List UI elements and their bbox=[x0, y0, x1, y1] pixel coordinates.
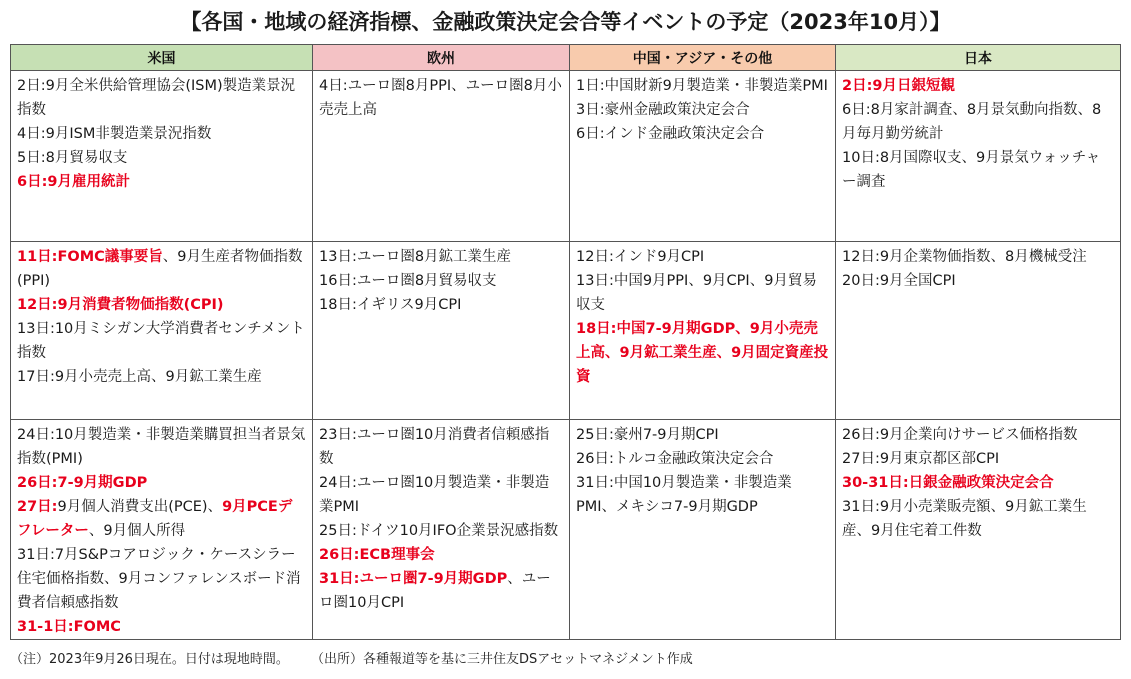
table-header-row bbox=[11, 45, 1121, 71]
event-text: 25日:ドイツ10月IFO企業景況感指数 bbox=[319, 523, 559, 539]
event-item bbox=[17, 293, 306, 317]
event-item bbox=[319, 423, 563, 471]
event-item bbox=[576, 98, 829, 122]
event-item bbox=[319, 471, 563, 519]
event-text: 27日:9月東京都区部CPI bbox=[842, 451, 1000, 467]
event-text: 4日:ユーロ圏8月PPI、ユーロ圏8月小売売上高 bbox=[319, 78, 562, 118]
column-header-europe: 欧州 bbox=[313, 45, 570, 71]
event-text: 17日:9月小売売上高、9月鉱工業生産 bbox=[17, 369, 262, 385]
event-item bbox=[17, 74, 306, 122]
event-item bbox=[576, 423, 829, 447]
event-text: 24日:ユーロ圏10月製造業・非製造業PMI bbox=[319, 475, 550, 515]
event-item bbox=[17, 543, 306, 615]
footnote-source: （出所）各種報道等を基に三井住友DSアセットマネジメント作成 bbox=[311, 652, 693, 667]
event-text: 10日:8月国際収支、9月景気ウォッチャー調査 bbox=[842, 150, 1101, 190]
event-text: 16日:ユーロ圏8月貿易収支 bbox=[319, 273, 497, 289]
event-text: 23日:ユーロ圏10月消費者信頼感指数 bbox=[319, 427, 550, 467]
event-item bbox=[319, 543, 563, 567]
page-title: 【各国・地域の経済指標、金融政策決定会合等イベントの予定（2023年10月）】 bbox=[180, 10, 951, 34]
event-text: 12日:9月企業物価指数、8月機械受注 bbox=[842, 249, 1087, 265]
column-header-japan: 日本 bbox=[836, 45, 1121, 71]
column-header-us: 米国 bbox=[11, 45, 313, 71]
cell-japan-early bbox=[836, 71, 1121, 242]
event-item bbox=[842, 495, 1114, 543]
event-text: 26日:9月企業向けサービス価格指数 bbox=[842, 427, 1078, 443]
cell-asia-mid bbox=[570, 242, 836, 420]
table-row bbox=[11, 242, 1121, 420]
event-item bbox=[17, 170, 306, 194]
event-item bbox=[842, 447, 1114, 471]
event-text: 5日:8月貿易収支 bbox=[17, 150, 128, 166]
table-row bbox=[11, 420, 1121, 640]
event-text: 、9月生産者物価指数(PPI) bbox=[17, 249, 303, 289]
event-item bbox=[576, 447, 829, 471]
cell-europe-late bbox=[313, 420, 570, 640]
event-text: 、9月個人所得 bbox=[88, 523, 186, 539]
event-text: 26日:トルコ金融政策決定会合 bbox=[576, 451, 774, 467]
event-text: 1日:中国財新9月製造業・非製造業PMI bbox=[576, 78, 828, 94]
event-text: 9月個人消費支出(PCE)、 bbox=[57, 499, 223, 515]
event-item bbox=[842, 471, 1114, 495]
event-item bbox=[842, 146, 1114, 194]
event-text: 18日:イギリス9月CPI bbox=[319, 297, 462, 313]
event-item bbox=[17, 423, 306, 471]
event-item bbox=[576, 245, 829, 269]
event-item bbox=[17, 365, 306, 389]
event-text: 20日:9月全国CPI bbox=[842, 273, 956, 289]
event-highlight-text: 2日:9月日銀短観 bbox=[842, 78, 955, 94]
cell-asia-early bbox=[570, 71, 836, 242]
event-item bbox=[319, 74, 563, 122]
event-item bbox=[17, 245, 306, 293]
event-item bbox=[319, 567, 563, 615]
event-item bbox=[319, 245, 563, 269]
event-text: 4日:9月ISM非製造業景況指数 bbox=[17, 126, 212, 142]
event-item bbox=[17, 615, 306, 639]
event-item bbox=[319, 519, 563, 543]
event-highlight-text: 9月PCEデフレーター bbox=[17, 499, 293, 539]
event-highlight-text: 26日:7-9月期GDP bbox=[17, 475, 148, 491]
event-highlight-text: 31日:ユーロ圏7-9月期GDP bbox=[319, 571, 508, 587]
event-highlight-text: 30-31日:日銀金融政策決定会合 bbox=[842, 475, 1054, 491]
event-item bbox=[319, 269, 563, 293]
event-item bbox=[842, 245, 1114, 269]
event-item bbox=[17, 495, 306, 543]
event-text: 24日:10月製造業・非製造業購買担当者景気指数(PMI) bbox=[17, 427, 306, 467]
event-highlight-text: 27日: bbox=[17, 499, 58, 515]
cell-us-early bbox=[11, 71, 313, 242]
event-calendar-table bbox=[10, 44, 1121, 640]
event-item bbox=[17, 122, 306, 146]
event-text: 25日:豪州7-9月期CPI bbox=[576, 427, 719, 443]
footnote-note: （注）2023年9月26日現在。日付は現地時間。 bbox=[10, 652, 289, 667]
event-text: 12日:インド9月CPI bbox=[576, 249, 705, 265]
cell-europe-mid bbox=[313, 242, 570, 420]
cell-japan-mid bbox=[836, 242, 1121, 420]
event-item bbox=[842, 74, 1114, 98]
event-item bbox=[576, 122, 829, 146]
event-text: 2日:9月全米供給管理協会(ISM)製造業景況指数 bbox=[17, 78, 296, 118]
event-item bbox=[842, 269, 1114, 293]
event-item bbox=[17, 471, 306, 495]
event-highlight-text: 18日:中国7-9月期GDP、9月小売売上高、9月鉱工業生産、9月固定資産投資 bbox=[576, 321, 829, 385]
event-item bbox=[17, 146, 306, 170]
event-item bbox=[842, 98, 1114, 146]
cell-asia-late bbox=[570, 420, 836, 640]
cell-us-mid bbox=[11, 242, 313, 420]
event-text: 13日:中国9月PPI、9月CPI、9月貿易収支 bbox=[576, 273, 817, 313]
event-item bbox=[319, 293, 563, 317]
event-item bbox=[842, 423, 1114, 447]
event-highlight-text: 11日:FOMC議事要旨 bbox=[17, 249, 163, 265]
event-text: 31日:7月S&Pコアロジック・ケースシラー住宅価格指数、9月コンファレンスボード消費者信頼感指数 bbox=[17, 547, 301, 611]
footnote bbox=[10, 648, 711, 667]
event-text: 、ユーロ圏10月CPI bbox=[319, 571, 551, 611]
cell-europe-early bbox=[313, 71, 570, 242]
event-text: 31日:9月小売業販売額、9月鉱工業生産、9月住宅着工件数 bbox=[842, 499, 1087, 539]
event-text: 6日:インド金融政策決定会合 bbox=[576, 126, 765, 142]
event-item bbox=[576, 471, 829, 519]
event-item bbox=[576, 74, 829, 98]
event-highlight-text: 12日:9月消費者物価指数(CPI) bbox=[17, 297, 224, 313]
event-item bbox=[576, 269, 829, 317]
cell-us-late bbox=[11, 420, 313, 640]
event-item bbox=[17, 317, 306, 365]
event-text: 6日:8月家計調査、8月景気動向指数、8月毎月勤労統計 bbox=[842, 102, 1102, 142]
table-row bbox=[11, 71, 1121, 242]
column-header-china-asia-other: 中国・アジア・その他 bbox=[570, 45, 836, 71]
event-highlight-text: 31-1日:FOMC bbox=[17, 619, 121, 635]
event-highlight-text: 26日:ECB理事会 bbox=[319, 547, 435, 563]
event-highlight-text: 6日:9月雇用統計 bbox=[17, 174, 130, 190]
event-text: 31日:中国10月製造業・非製造業PMI、メキシコ7-9月期GDP bbox=[576, 475, 792, 515]
cell-japan-late bbox=[836, 420, 1121, 640]
event-item bbox=[576, 317, 829, 389]
event-text: 3日:豪州金融政策決定会合 bbox=[576, 102, 750, 118]
event-text: 13日:ユーロ圏8月鉱工業生産 bbox=[319, 249, 512, 265]
event-text: 13日:10月ミシガン大学消費者センチメント指数 bbox=[17, 321, 305, 361]
